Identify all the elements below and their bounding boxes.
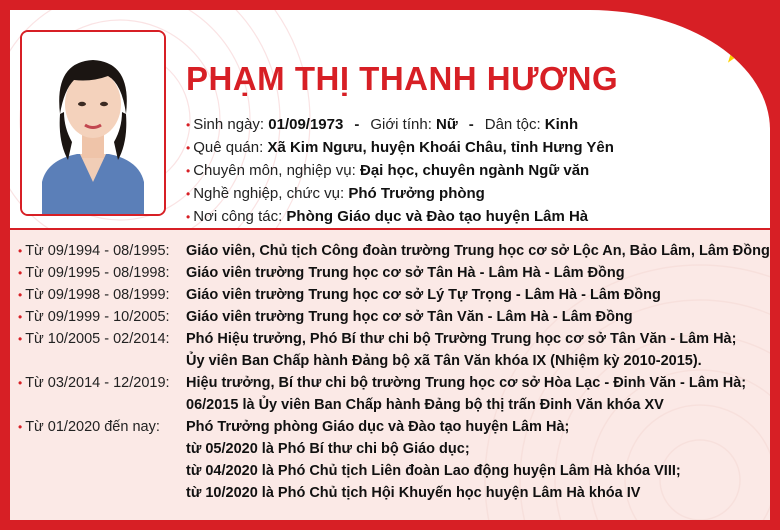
- career-period: [18, 262, 186, 284]
- career-period: [18, 328, 186, 372]
- bullet-icon: •: [18, 376, 23, 390]
- career-description: [186, 306, 633, 328]
- career-row: [18, 306, 770, 328]
- portrait-photo: [20, 30, 166, 216]
- career-period: [18, 284, 186, 306]
- career-row: [18, 240, 770, 262]
- career-line: Ủy viên Ban Chấp hành Đảng bộ xã Tân Văn khóa IX (Nhiệm kỳ 2010-2015).: [186, 353, 702, 369]
- career-line: Phó Trưởng phòng Giáo dục và Đào tạo huyện Lâm Hà;: [186, 419, 570, 435]
- career-description: [186, 240, 770, 262]
- star-icon: [718, 18, 766, 66]
- gender-value: Nữ: [436, 116, 458, 133]
- separator: -: [468, 116, 474, 133]
- career-period-text: Từ 09/1999 - 10/2005:: [25, 309, 170, 325]
- personal-info: [186, 113, 614, 228]
- career-period-text: Từ 09/1998 - 08/1999:: [25, 287, 170, 303]
- bullet-icon: •: [18, 244, 23, 258]
- career-line: từ 10/2020 là Phó Chủ tịch Hội Khuyến học huyện Lâm Hà khóa IV: [186, 485, 641, 501]
- bullet-icon: •: [18, 288, 23, 302]
- career-row: [18, 284, 770, 306]
- career-period-text: Từ 01/2020 đến nay:: [25, 419, 160, 435]
- career-period: [18, 240, 186, 262]
- ethnic-value: Kinh: [544, 116, 579, 133]
- position-label: Nghề nghiệp, chức vụ:: [193, 185, 345, 202]
- career-line: từ 04/2020 là Phó Chủ tịch Liên đoàn Lao động huyện Lâm Hà khóa VIII;: [186, 463, 681, 479]
- career-history: [18, 240, 770, 504]
- career-line: 06/2015 là Ủy viên Ban Chấp hành Đảng bộ thị trấn Đinh Văn khóa XV: [186, 397, 664, 413]
- career-line: Giáo viên, Chủ tịch Công đoàn trường Trung học cơ sở Lộc An, Bảo Lâm, Lâm Đồng: [186, 243, 770, 259]
- position-info-line: [186, 182, 614, 205]
- birth-label: Sinh ngày:: [193, 116, 265, 133]
- birth-value: 01/09/1973: [268, 116, 344, 133]
- career-line: Phó Hiệu trưởng, Phó Bí thư chi bộ Trường Trung học cơ sở Tân Văn - Lâm Hà;: [186, 331, 737, 347]
- person-name: PHẠM THỊ THANH HƯƠNG: [186, 60, 619, 97]
- career-line: Hiệu trưởng, Bí thư chi bộ trường Trung học cơ sở Hòa Lạc - Đinh Văn - Lâm Hà;: [186, 375, 747, 391]
- career-period-text: Từ 03/2014 - 12/2019:: [25, 375, 170, 391]
- career-period-text: Từ 09/1995 - 08/1998:: [25, 265, 170, 281]
- bullet-icon: •: [18, 420, 23, 434]
- career-line: Giáo viên trường Trung học cơ sở Lý Tự Trọng - Lâm Hà - Lâm Đồng: [186, 287, 661, 303]
- career-line: từ 05/2020 là Phó Bí thư chi bộ Giáo dục;: [186, 441, 470, 457]
- bullet-icon: •: [186, 210, 191, 224]
- workplace-info-line: [186, 205, 614, 228]
- hometown-info-line: [186, 136, 614, 159]
- hometown-label: Quê quán:: [193, 139, 264, 156]
- bullet-icon: •: [18, 266, 23, 280]
- career-description: [186, 284, 661, 306]
- expertise-label: Chuyên môn, nghiệp vụ:: [193, 162, 356, 179]
- separator: -: [354, 116, 360, 133]
- position-value: Phó Trưởng phòng: [348, 185, 485, 202]
- career-period: [18, 416, 186, 504]
- career-line: Giáo viên trường Trung học cơ sở Tân Văn - Lâm Hà - Lâm Đồng: [186, 309, 633, 325]
- hometown-value: Xã Kim Ngưu, huyện Khoái Châu, tỉnh Hưng Yên: [267, 139, 614, 156]
- portrait-image: [22, 32, 164, 214]
- expertise-value: Đại học, chuyên ngành Ngữ văn: [359, 162, 590, 179]
- career-description: [186, 262, 625, 284]
- workplace-value: Phòng Giáo dục và Đào tạo huyện Lâm Hà: [286, 208, 589, 225]
- career-period-text: Từ 09/1994 - 08/1995:: [25, 243, 170, 259]
- career-description: [186, 372, 746, 416]
- career-row: [18, 372, 770, 416]
- workplace-label: Nơi công tác:: [193, 208, 283, 225]
- career-line: Giáo viên trường Trung học cơ sở Tân Hà - Lâm Hà - Lâm Đồng: [186, 265, 625, 281]
- career-period-text: Từ 10/2005 - 02/2014:: [25, 331, 170, 347]
- career-period: [18, 372, 186, 416]
- bullet-icon: •: [186, 164, 191, 178]
- bullet-icon: •: [18, 310, 23, 324]
- career-description: [186, 328, 736, 372]
- career-period: [18, 306, 186, 328]
- expertise-info-line: [186, 159, 614, 182]
- bullet-icon: •: [186, 118, 191, 132]
- bullet-icon: •: [18, 332, 23, 346]
- bullet-icon: •: [186, 187, 191, 201]
- gender-label: Giới tính:: [370, 116, 432, 133]
- career-row: [18, 262, 770, 284]
- career-row: [18, 416, 770, 504]
- career-description: [186, 416, 681, 504]
- birth-info-line: [186, 113, 614, 136]
- bullet-icon: •: [186, 141, 191, 155]
- ethnic-label: Dân tộc:: [484, 116, 541, 133]
- career-row: [18, 328, 770, 372]
